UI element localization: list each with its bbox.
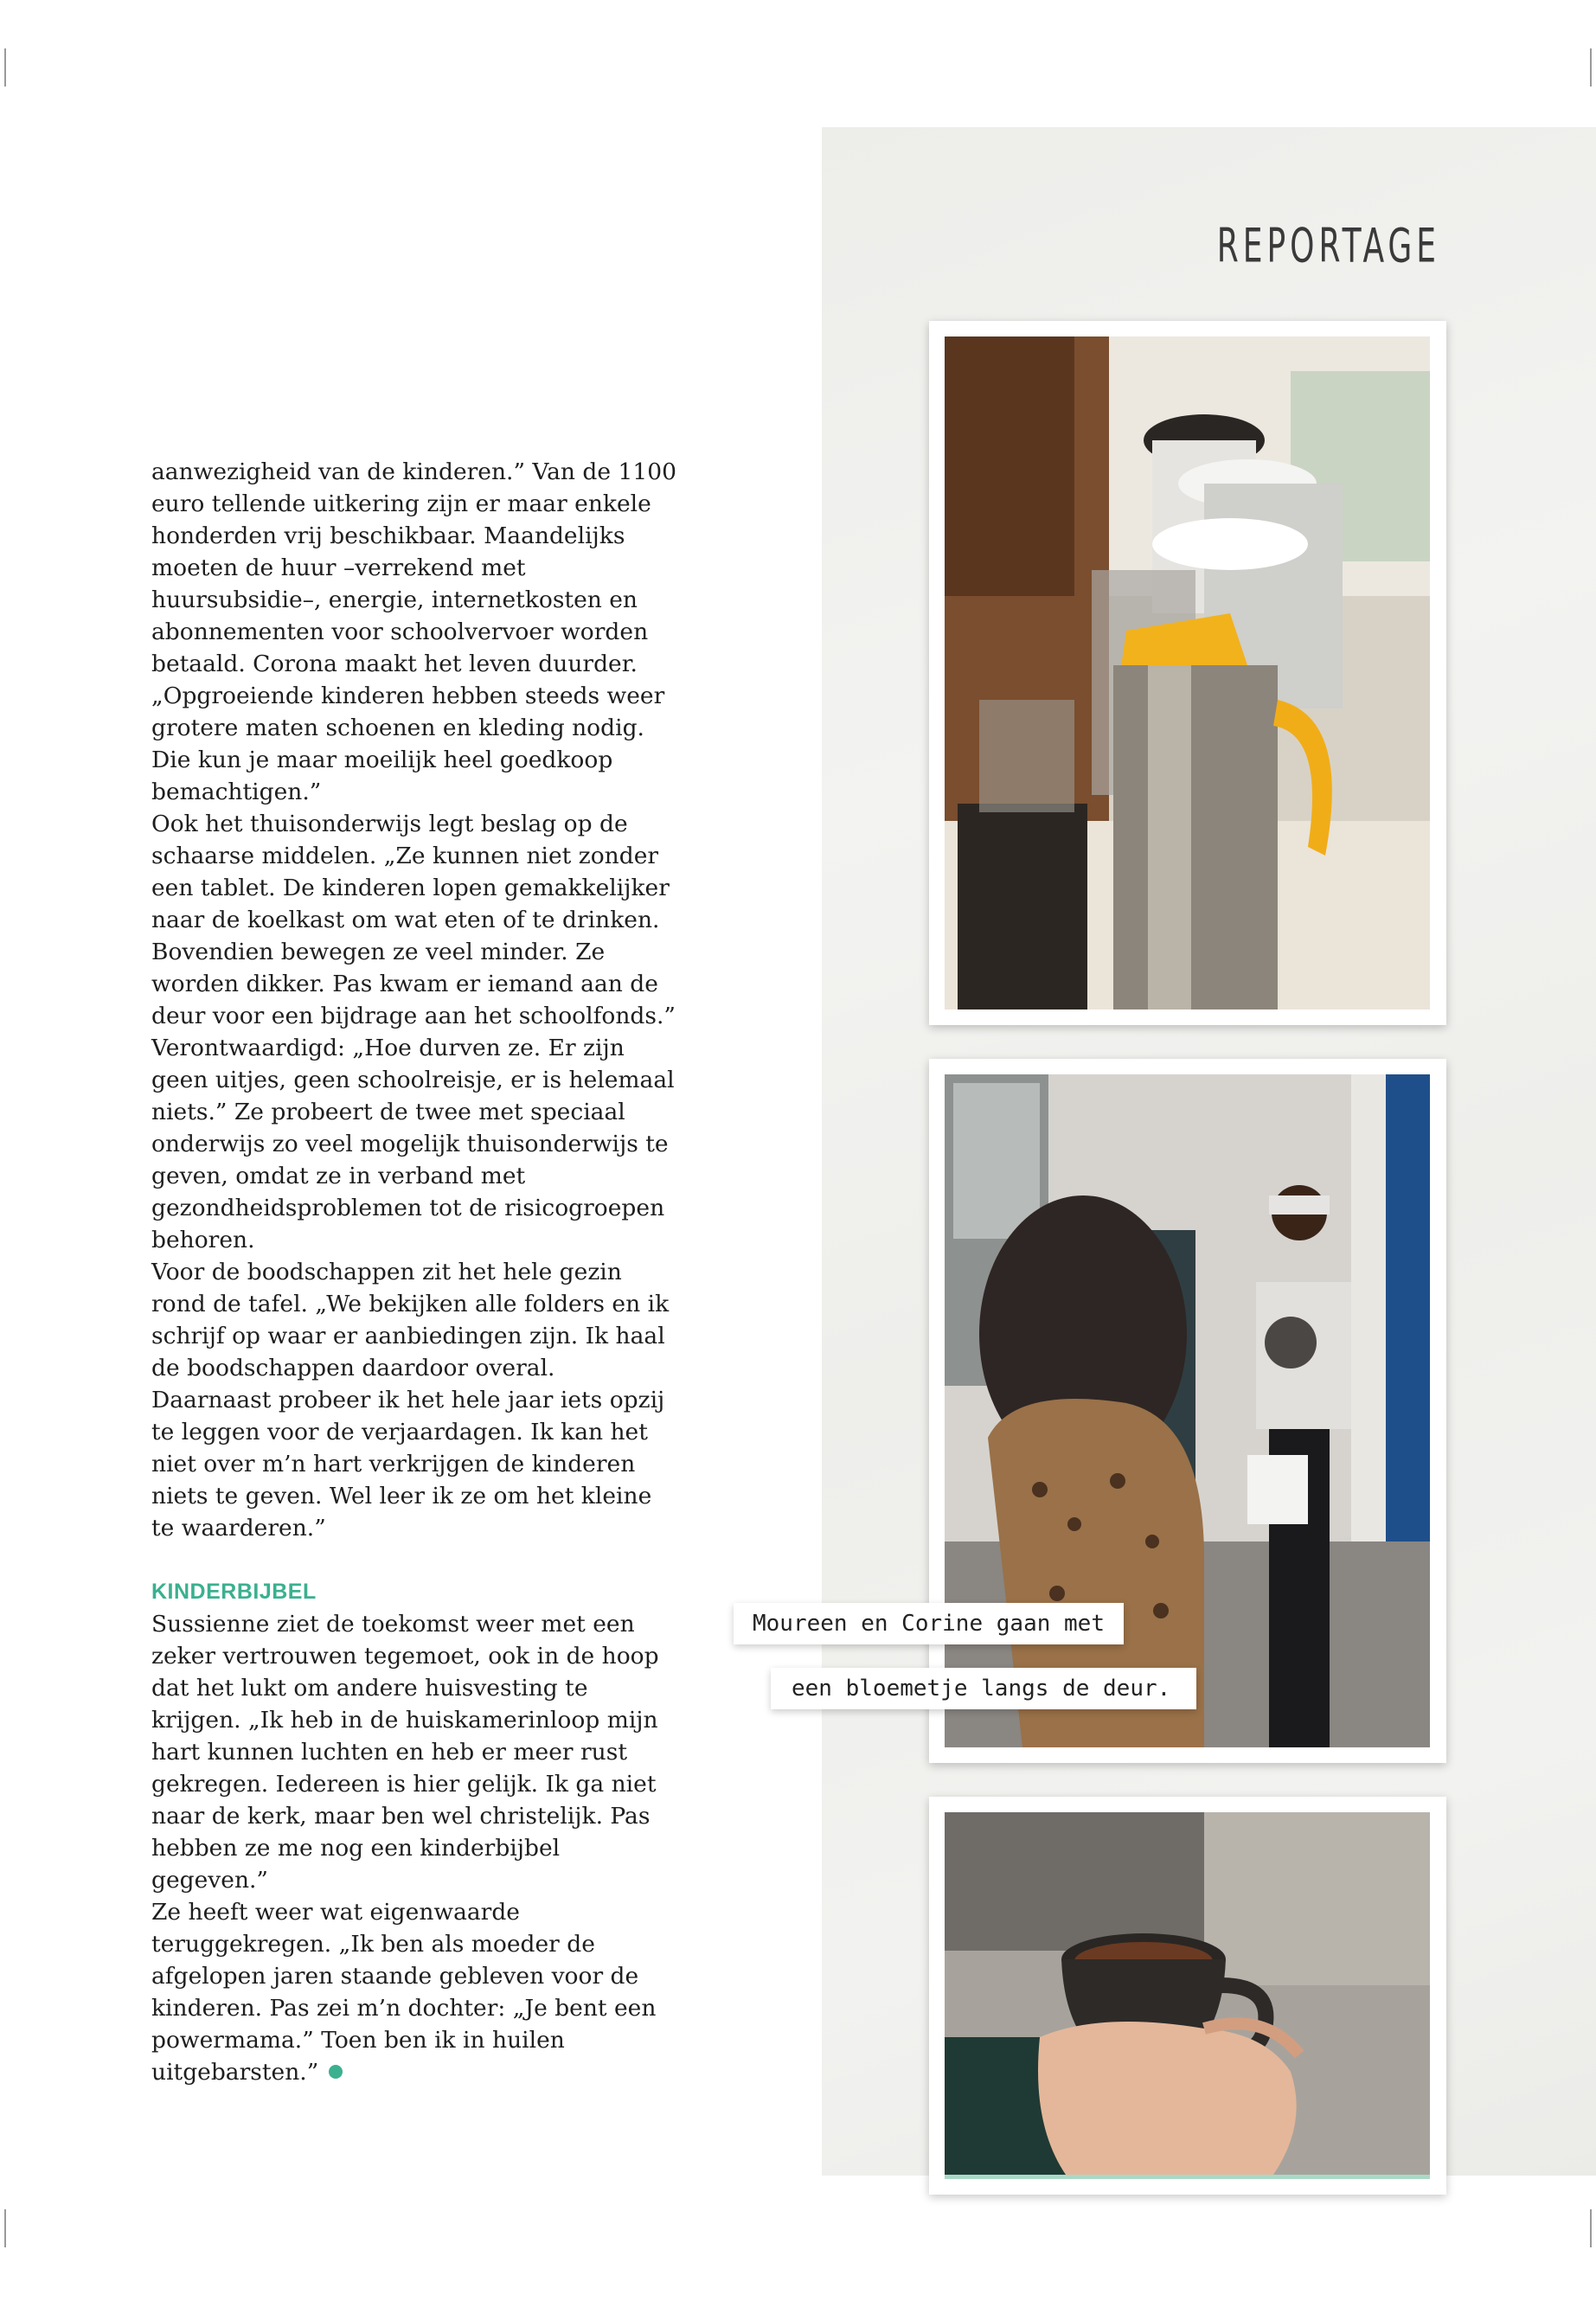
crop-mark-top-left [4, 48, 6, 87]
subheading: KINDERBIJBEL [151, 1580, 317, 1604]
article-paragraph [151, 1896, 679, 2088]
closing-text: Ze heeft weer wat eigenwaarde teruggekregen. „Ik ben als moeder de afgelopen jaren staande gebleven voor de kinderen. Pas zei m’n dochter: „Je bent een powermama.” Toen ben ik in huilen uitgebarsten.” [151, 1899, 657, 2086]
article-paragraph: Voor de boodschappen zit het hele gezin rond de tafel. „We bekijken alle folders en ik schrijf op waar er aanbiedingen zijn. Ik haal de boodschappen daardoor overal. Daarnaast probeer ik het hele jaar iets opzij te leggen voor de verjaardagen. Ik kan het niet over m’n hart verkrijgen de kinderen niets te geven. Wel leer ik ze om het kleine te waarderen.” [151, 1259, 670, 1541]
end-of-article-dot [329, 2065, 343, 2079]
photo-cup [945, 1812, 1430, 2175]
crop-mark-bottom-right [1590, 2209, 1592, 2247]
photo-caption-line-1: Moureen en Corine gaan met [734, 1603, 1124, 1644]
section-label: REPORTAGE [1216, 220, 1440, 274]
photo-flasks [945, 336, 1430, 1009]
article-paragraph: Sussienne ziet de toekomst weer met een zeker vertrouwen tegemoet, ook in de hoop dat het lukt om andere huisvesting te krijgen. „Ik heb in de huiskamerinloop mijn hart kunnen luchten en heb er meer rust gekregen. Iedereen is hier gelijk. Ik ga niet naar de kerk, maar ben wel christelijk. Pas hebben ze me nog een kinderbijbel gegeven.” [151, 1611, 659, 1894]
photo-caption-line-2: een bloemetje langs de deur. [771, 1668, 1196, 1709]
crop-mark-top-right [1590, 48, 1592, 87]
article-paragraph: aanwezigheid van de kinderen.” Van de 1100 euro tellende uitkering zijn er maar enkele honderden vrij beschikbaar. Maandelijks moeten de huur –verrekend met huursubsidie–, energie, internetkosten en abonnementen voor schoolvervoer worden betaald. Corona maakt het leven duurder. „Opgroeiende kinderen hebben steeds weer grotere maten schoenen en kleding nodig. Die kun je maar moeilijk heel goedkoop bemachtigen.” [151, 458, 676, 805]
mint-accent-line [945, 2175, 1430, 2179]
crop-mark-bottom-left [4, 2209, 6, 2247]
article-paragraph: Ook het thuisonderwijs legt beslag op de schaarse middelen. „Ze kunnen niet zonder een tablet. De kinderen lopen gemakkelijker naar de koelkast om wat eten of te drinken. Bovendien bewegen ze veel minder. Ze worden dikker. Pas kwam er iemand aan de deur voor een bijdrage aan het schoolfonds.” Verontwaardigd: „Hoe durven ze. Er zijn geen uitjes, geen schoolreisje, er is helemaal niets.” Ze probeert de twee met speciaal onderwijs zo veel mogelijk thuisonderwijs te geven, omdat ze in verband met gezondheidsproblemen tot de risicogroepen behoren. [151, 811, 676, 1253]
photo-doorway [945, 1074, 1430, 1747]
article-column [151, 456, 679, 2088]
